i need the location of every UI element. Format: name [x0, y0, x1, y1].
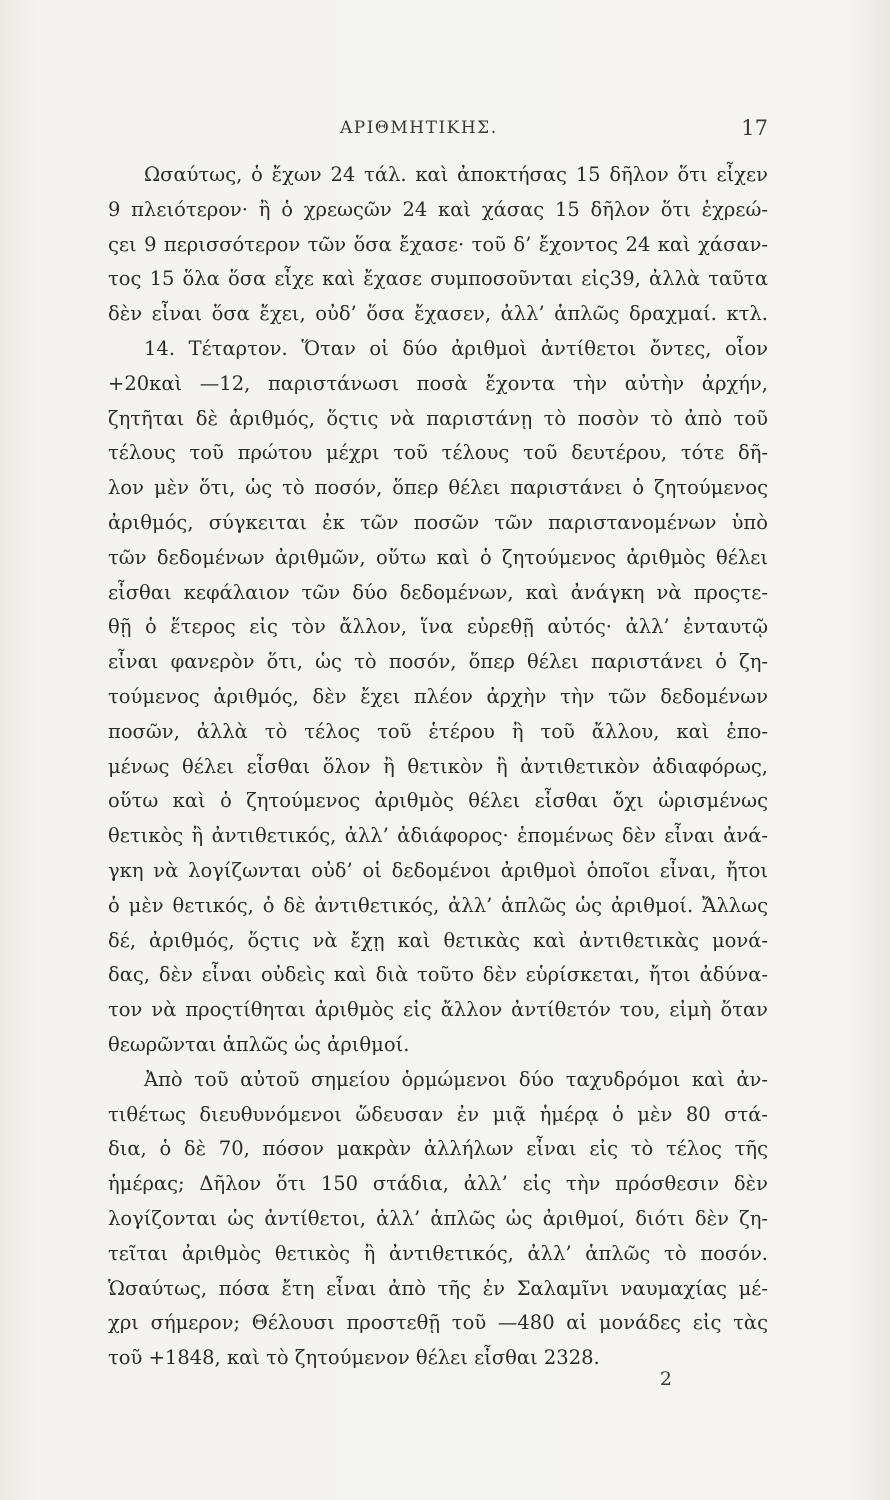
- text-line: 9 πλειότερον· ἢ ὁ χρεωςῶν 24 καὶ χάσας 15 δῆλον ὅτι ἐχρεώ-: [108, 197, 768, 221]
- text-line: οὕτω καὶ ὁ ζητούμενος ἀριθμὸς θέλει εἶσθαι ὄχι ὡρισμένως: [108, 789, 768, 813]
- text-line: Ὡσαύτως, πόσα ἔτη εἶναι ἀπὸ τῆς ἐν Σαλαμῖνι ναυμαχίας μέ-: [108, 1276, 768, 1300]
- text-line: γκη νὰ λογίζωνται οὐδ’ οἱ δεδομένοι ἀριθμοὶ ὁποῖοι εἶναι, ἤτοι: [108, 858, 768, 882]
- text-line: τος 15 ὅλα ὅσα εἶχε καὶ ἔχασε συμποσοῦνται εἰς39, ἀλλὰ ταῦτα: [108, 267, 768, 291]
- text-line: ςει 9 περισσότερον τῶν ὅσα ἔχασε· τοῦ δ’ ἔχοντος 24 καὶ χάσαν-: [108, 232, 768, 256]
- text-line: λογίζονται ὡς ἀντίθετοι, ἀλλ’ ἁπλῶς ὡς ἀριθμοί, διότι δὲν ζη-: [108, 1206, 768, 1230]
- text-line: δέ, ἀριθμός, ὅςτις νὰ ἔχῃ καὶ θετικὰς καὶ ἀντιθετικὰς μονά-: [108, 928, 768, 952]
- running-title: ΑΡΙΘΜΗΤΙΚΗΣ.: [340, 118, 498, 138]
- page-header: [108, 118, 768, 142]
- body-text: [108, 158, 768, 1376]
- text-line: Ωσαύτως, ὁ ἔχων 24 τάλ. καὶ ἀποκτήσας 15 δῆλον ὅτι εἶχεν: [144, 163, 768, 186]
- page-footer: [108, 1368, 768, 1398]
- text-line: δια, ὁ δὲ 70, πόσον μακρὰν ἀλλήλων εἶναι εἰς τὸ τέλος τῆς: [108, 1137, 768, 1161]
- text-line: 14. Τέταρτον. Ὅταν οἱ δύο ἀριθμοὶ ἀντίθετοι ὄντες, οἷον: [144, 336, 768, 360]
- text-line: δας, δὲν εἶναι οὐδεὶς καὶ διὰ τοῦτο δὲν εὑρίσκεται, ἤτοι ἀδύνα-: [108, 963, 768, 987]
- text-line: ἀριθμός, σύγκειται ἐκ τῶν ποσῶν τῶν παριστανομένων ὑπὸ: [108, 510, 768, 534]
- text-line: τιθέτως διευθυνόμενοι ὥδευσαν ἐν μιᾷ ἡμέρᾳ ὁ μὲν 80 στά-: [108, 1102, 768, 1126]
- text-line: +20καὶ —12, παριστάνωσι ποσὰ ἔχοντα τὴν αὐτὴν ἀρχήν,: [108, 371, 768, 395]
- text-line: τεῖται ἀριθμὸς θετικὸς ἢ ἀντιθετικός, ἀλλ’ ἁπλῶς τὸ ποσόν.: [108, 1241, 768, 1265]
- text-line: τέλους τοῦ πρώτου μέχρι τοῦ τέλους τοῦ δευτέρου, τότε δῆ-: [108, 441, 768, 465]
- text-line: ζητῆται δὲ ἀριθμός, ὅςτις νὰ παριστάνῃ τὸ ποσὸν τὸ ἀπὸ τοῦ: [108, 406, 768, 430]
- text-line: τον νὰ προςτίθηται ἀριθμὸς εἰς ἄλλον ἀντίθετόν του, εἰμὴ ὅταν: [108, 998, 768, 1022]
- text-line: τοῦ +1848, καὶ τὸ ζητούμενον θέλει εἶσθαι 2328.: [108, 1346, 600, 1370]
- text-line: εἶναι φανερὸν ὅτι, ὡς τὸ ποσόν, ὅπερ θέλει παριστάνει ὁ ζη-: [108, 650, 768, 674]
- text-line: χρι σήμερον; Θέλουσι προστεθῇ τοῦ —480 αἱ μονάδες εἰς τὰς: [108, 1311, 768, 1335]
- text-line: ὁ μὲν θετικός, ὁ δὲ ἀντιθετικός, ἀλλ’ ἁπλῶς ὡς ἀριθμοί. Ἄλλως: [108, 893, 768, 917]
- text-line: μένως θέλει εἶσθαι ὅλον ἢ θετικὸν ἢ ἀντιθετικὸν ἀδιαφόρως,: [108, 754, 768, 778]
- text-line: ἡμέρας; Δῆλον ὅτι 150 στάδια, ἀλλ’ εἰς τὴν πρόσθεσιν δὲν: [108, 1172, 768, 1196]
- text-line: θεωρῶνται ἁπλῶς ὡς ἀριθμοί.: [108, 1032, 410, 1056]
- text-line: θῇ ὁ ἕτερος εἰς τὸν ἄλλον, ἵνα εὑρεθῇ αὐτός· ἀλλ’ ἐνταυτῷ: [108, 615, 768, 639]
- text-line: εἶσθαι κεφάλαιον τῶν δύο δεδομένων, καὶ ἀνάγκη νὰ προςτε-: [108, 580, 768, 604]
- page-number: 17: [741, 116, 768, 140]
- text-line: ποσῶν, ἀλλὰ τὸ τέλος τοῦ ἑτέρου ἢ τοῦ ἄλλου, καὶ ἑπο-: [108, 719, 768, 743]
- text-line: τῶν δεδομένων ἀριθμῶν, οὕτω καὶ ὁ ζητούμενος ἀριθμὸς θέλει: [108, 545, 768, 569]
- text-line: Ἀπὸ τοῦ αὐτοῦ σημείου ὁρμώμενοι δύο ταχυδρόμοι καὶ ἀν-: [144, 1067, 768, 1091]
- text-line: τούμενος ἀριθμός, δὲν ἔχει πλέον ἀρχὴν τὴν τῶν δεδομένων: [108, 684, 768, 708]
- signature-mark: 2: [659, 1368, 672, 1390]
- text-line: λον μὲν ὅτι, ὡς τὸ ποσόν, ὅπερ θέλει παριστάνει ὁ ζητούμενος: [108, 476, 768, 500]
- text-line: θετικὸς ἢ ἀντιθετικός, ἀλλ’ ἀδιάφορος· ἑπομένως δὲν εἶναι ἀνά-: [108, 824, 768, 848]
- text-line: δὲν εἶναι ὅσα ἔχει, οὐδ’ ὅσα ἔχασεν, ἀλλ’ ἁπλῶς δραχμαί. κτλ.: [108, 302, 768, 326]
